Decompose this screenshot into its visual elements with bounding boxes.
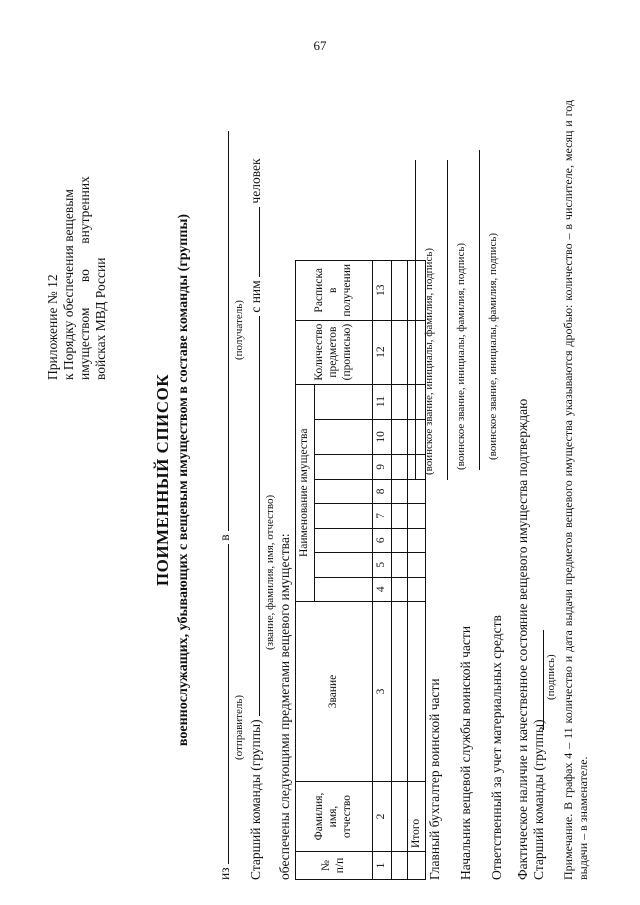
from-label: из [217,867,232,880]
table-cell[interactable] [391,419,407,455]
recipient-hint: (получатель) [233,300,245,360]
table-cell[interactable] [391,320,407,384]
table-cell[interactable] [391,261,407,321]
table-row [391,261,407,880]
leader-sign-field[interactable] [543,630,544,730]
leader-label: Старший команды (группы) [248,719,263,880]
rotated-form [45,80,590,880]
appendix-line: войсках МВД России [93,257,108,380]
column-number: 13 [372,261,391,321]
table-cell[interactable] [391,602,407,782]
column-number: 7 [372,504,391,528]
table-cell[interactable] [407,553,426,577]
column-number: 11 [372,384,391,419]
accountant-label: Главный бухгалтер воинской части [427,678,442,880]
item-column-cell [314,419,372,455]
accountant-sign-field[interactable] [415,160,416,480]
table-cell[interactable] [391,504,407,528]
page-number: 67 [313,38,327,53]
leader-sign-hint: (подпись) [545,654,557,700]
table-cell[interactable] [407,528,426,552]
persons-count-field[interactable] [248,207,260,277]
appendix-line: имуществом во внутренних [77,176,92,380]
leader-field[interactable] [248,316,260,716]
accountant-hint: (воинское звание, инициалы, фамилия, подпись) [423,247,435,475]
table-cell [407,852,426,880]
column-number: 3 [372,602,391,782]
item-column-cell [314,455,372,479]
header-items: Наименование имущества [296,384,315,601]
table-cell[interactable] [391,384,407,419]
routing-line [217,131,233,880]
column-number: 6 [372,528,391,552]
leader-line [248,158,264,880]
with-him-label: с ним [248,280,263,313]
appendix-block [45,90,109,380]
clothing-head-hint: (воинское звание, инициалы, фамилия, подпись) [455,242,467,470]
table-cell[interactable] [391,528,407,552]
note: Примечание. В графах 4 – 11 количество и дата выдачи предметов вещевого имущества указываются дробью: количество – в числителе, месяц и год выдачи – в знаменателе. [561,100,590,880]
column-number: 5 [372,553,391,577]
column-number: 4 [372,577,391,601]
table-cell[interactable] [407,479,426,503]
sender-hint: (отправитель) [233,694,245,760]
column-number: 9 [372,455,391,479]
sender-field[interactable] [217,544,229,864]
column-number: 12 [372,320,391,384]
column-number-row [372,261,391,880]
provided-label: обеспечены следующими предметами вещевого имущества: [277,533,292,880]
form-title: ПОИМЕННЫЙ СПИСОК [153,373,172,587]
responsible-sign-field[interactable] [479,150,480,470]
table-header-row [296,261,315,880]
table-cell[interactable] [407,504,426,528]
item-column-cell [314,479,372,503]
column-number: 10 [372,419,391,455]
table-cell[interactable] [391,577,407,601]
leader-hint: (звание, фамилия, имя, отчество) [264,494,276,650]
column-number: 2 [372,782,391,852]
table-cell[interactable] [407,577,426,601]
confirm-label: Фактическое наличие и качественное состояние вещевого имущества подтверждаю [515,398,530,880]
table-cell[interactable] [391,479,407,503]
clothing-head-sign-field[interactable] [447,160,448,480]
to-label: в [217,534,232,541]
total-label: Итого [407,782,426,852]
items-table [295,260,426,880]
appendix-line: к Порядку обеспечения вещевым [61,189,76,380]
recipient-field[interactable] [217,131,229,531]
responsible-hint: (воинское звание, инициалы, фамилия, подпись) [487,232,499,460]
table-cell[interactable] [407,602,426,782]
persons-label: человек [248,158,263,204]
column-number: 8 [372,479,391,503]
header-rank: Звание [296,602,373,782]
column-number: 1 [372,852,391,880]
table-cell[interactable] [391,455,407,479]
appendix-line: Приложение № 12 [45,274,60,380]
item-column-cell [314,577,372,601]
form-subtitle: военнослужащих, убывающих с вещевым имуществом в составе команды (группы) [176,213,191,747]
header-receipt: Расписка в получении [296,261,373,321]
item-column-cell [314,528,372,552]
responsible-label: Ответственный за учет материальных средств [489,615,504,880]
table-cell[interactable] [391,553,407,577]
header-name: Фамилия, имя, отчество [296,782,373,852]
item-column-cell [314,553,372,577]
item-column-cell [314,384,372,419]
item-column-cell [314,504,372,528]
table-cell[interactable] [391,782,407,852]
leader-sign-label: Старший команды (группы) [531,719,546,880]
table-cell[interactable] [391,852,407,880]
clothing-head-label: Начальник вещевой службы воинской части [458,625,473,880]
header-count: Количество предметов (прописью) [296,320,373,384]
header-num: № п/п [296,852,373,880]
